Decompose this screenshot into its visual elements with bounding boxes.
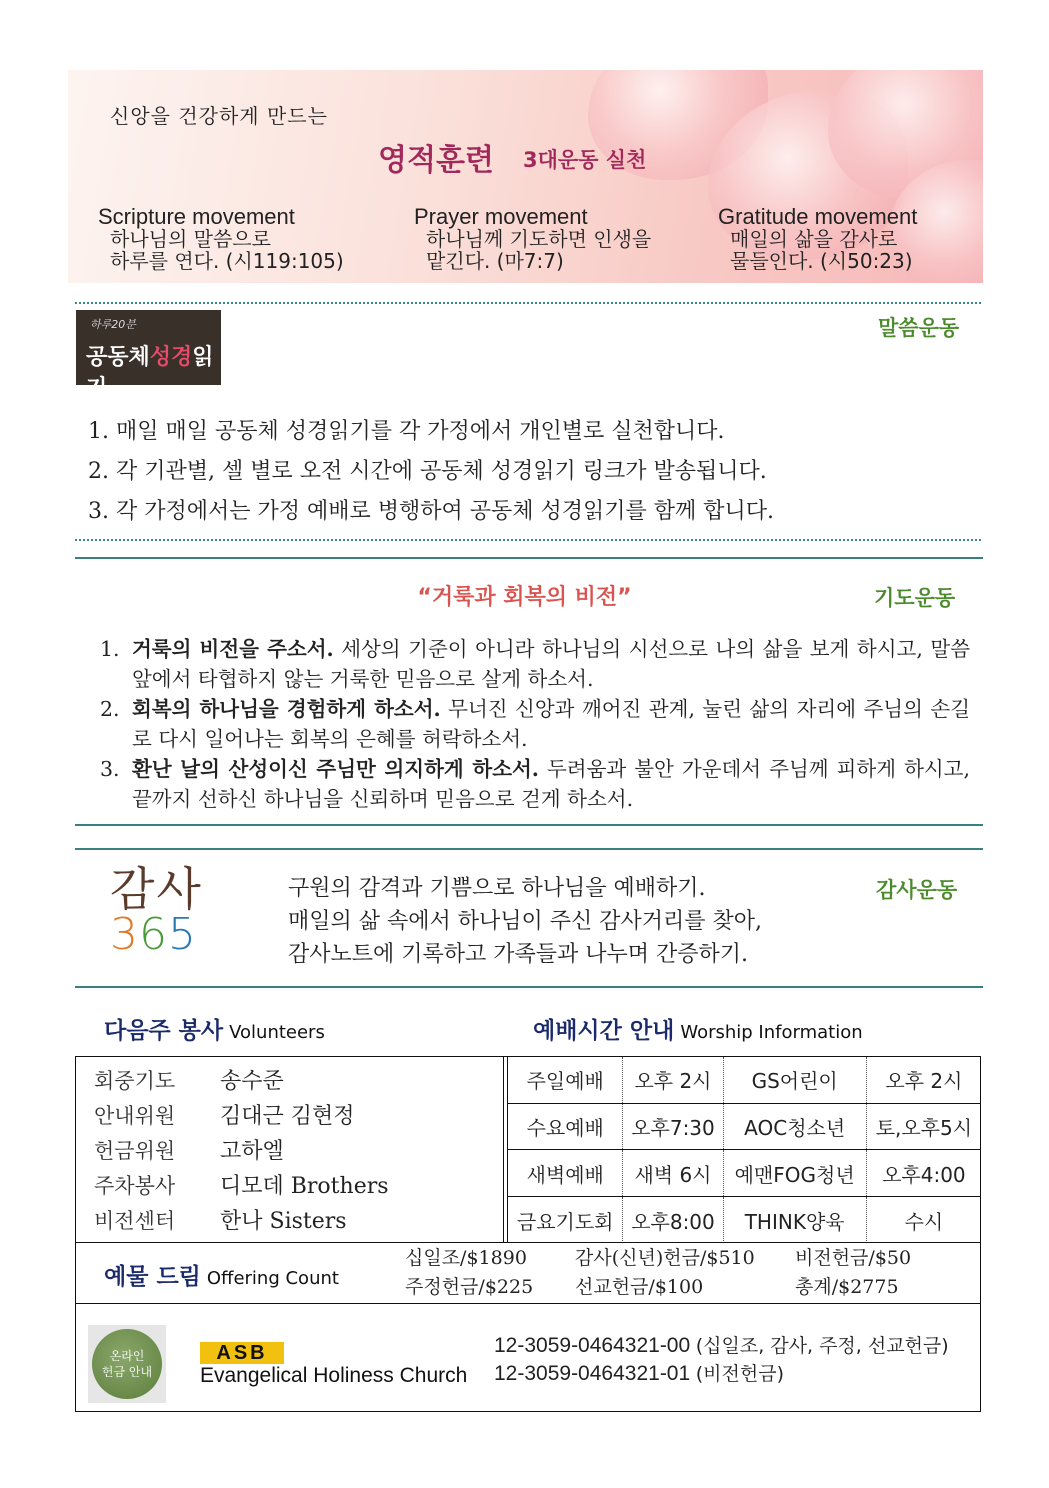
prayer-movement [414, 206, 651, 272]
worship-table [508, 1057, 981, 1243]
movement-line: 매일의 삶을 감사로 [730, 227, 898, 251]
gratitude-movement [718, 206, 917, 272]
divider [75, 557, 983, 559]
list-item: 2. 각 기관별, 셀 별로 오전 시간에 공동체 성경읽기 링크가 발송됩니다. [88, 459, 767, 484]
logo-digit: 3 [110, 909, 139, 960]
logo-digit: 6 [139, 909, 168, 960]
item-number: 1. [100, 637, 120, 661]
item-heading: 거룩의 비전을 주소서. [132, 637, 334, 661]
volunteer-row [94, 1204, 389, 1239]
offering-heading [104, 1258, 339, 1291]
volunteer-row [94, 1064, 389, 1099]
text-line: 구원의 감격과 기쁨으로 하나님을 예배하기. [288, 876, 706, 901]
table-cell: 예맨FOG청년 [723, 1150, 866, 1197]
volunteer-name: 디모데 Brothers [220, 1174, 389, 1199]
table-cell: 새벽 6시 [623, 1150, 723, 1197]
logo-text: 감사 [110, 862, 203, 916]
prayer-list [100, 634, 970, 814]
movement-line: 하루를 연다. (시119:105) [110, 249, 344, 273]
gratitude-text [288, 872, 762, 971]
account-purpose: (십일조, 감사, 주정, 선교헌금) [695, 1335, 949, 1357]
item-number: 2. [100, 697, 120, 721]
item-text: 두려움과 불안 가운데서 주님께 피하게 하시고, 끝까지 선하신 하나님을 신뢰하며 믿음으로 걷게 하소서. [132, 757, 970, 811]
online-offering-badge [88, 1325, 166, 1403]
table-cell: 오후4:00 [866, 1150, 981, 1197]
list-item [100, 634, 970, 694]
section-tag-gratitude: 감사운동 [876, 878, 958, 902]
movement-title: Gratitude movement [718, 204, 918, 229]
movement-line: 물들인다. (시50:23) [730, 249, 913, 273]
table-cell: 수시 [866, 1197, 981, 1243]
section-tag-prayer: 기도운동 [874, 586, 956, 610]
asb-bank-logo: ASB [200, 1342, 284, 1364]
volunteers-list [94, 1064, 389, 1239]
table-cell: AOC청소년 [723, 1103, 866, 1150]
list-item [100, 694, 970, 754]
offering-item: 주정헌금/$225 [405, 1276, 534, 1298]
logo-digit: 5 [168, 909, 197, 960]
list-item [100, 754, 970, 814]
item-heading: 회복의 하나님을 경험하게 하소서. [132, 697, 441, 721]
movement-title: Prayer movement [414, 204, 588, 229]
divider [75, 848, 983, 850]
church-name: Evangelical Holiness Church [200, 1364, 468, 1387]
volunteer-row [94, 1134, 389, 1169]
account-info [494, 1332, 949, 1388]
banner [68, 70, 983, 283]
divider [75, 824, 983, 826]
community-bible-reading-logo [76, 310, 221, 401]
badge-circle [92, 1329, 162, 1399]
logo-part: 공동체 [86, 345, 150, 370]
logo-part: 읽기 [86, 345, 214, 401]
account-number: 12-3059-0464321-00 [494, 1334, 691, 1357]
table-cell: 금요기도회 [516, 1209, 614, 1234]
prayer-title: “거룩과 회복의 비전” [417, 585, 632, 610]
banner-title-secondary: 3대운동 실천 [523, 148, 647, 172]
volunteer-name: 김대근 김현정 [220, 1104, 355, 1129]
movement-title: Scripture movement [98, 204, 295, 229]
volunteer-role: 비전센터 [94, 1209, 176, 1233]
list-item: 1. 매일 매일 공동체 성경읽기를 각 가정에서 개인별로 실천합니다. [88, 419, 725, 444]
scripture-list [88, 412, 774, 532]
logo-number [110, 909, 203, 960]
divider [75, 1242, 981, 1243]
account-row [494, 1360, 949, 1388]
movement-line: 하나님께 기도하면 인생을 [426, 227, 652, 251]
heading-en: Worship Information [680, 1022, 863, 1043]
volunteer-row [94, 1099, 389, 1134]
gratitude-365-logo [110, 862, 203, 960]
volunteer-role: 회중기도 [94, 1069, 176, 1093]
offering-item: 감사(신년)헌금/$510 [575, 1247, 755, 1269]
list-item: 3. 각 가정에서는 가정 예배로 병행하여 공동체 성경읽기를 함께 합니다. [88, 499, 774, 524]
offering-values [405, 1244, 533, 1302]
offering-item: 선교헌금/$100 [575, 1276, 704, 1298]
account-number: 12-3059-0464321-01 [494, 1362, 691, 1385]
item-number: 3. [100, 757, 120, 781]
badge-text: 헌금 안내 [101, 1365, 153, 1379]
volunteer-role: 주차봉사 [94, 1174, 176, 1198]
table-row [508, 1103, 981, 1150]
table-cell: THINK양육 [723, 1197, 866, 1243]
divider [75, 539, 981, 541]
offering-item: 총계/$2775 [795, 1276, 899, 1298]
account-row [494, 1332, 949, 1360]
offering-values [575, 1244, 755, 1302]
column-divider [503, 1056, 504, 1243]
text-line: 매일의 삶 속에서 하나님이 주신 감사거리를 찾아, [288, 909, 762, 934]
movement-line: 하나님의 말씀으로 [110, 227, 271, 251]
table-cell: 오후8:00 [623, 1197, 723, 1243]
worship-heading [533, 1012, 863, 1045]
section-tag-scripture: 말씀운동 [878, 316, 960, 340]
table-row [508, 1197, 981, 1243]
volunteer-name: 고하엘 [220, 1139, 284, 1164]
offering-item: 십일조/$1890 [405, 1247, 527, 1269]
logo-text [86, 340, 221, 402]
table-cell: 오후7:30 [623, 1103, 723, 1150]
item-text: 세상의 기준이 아니라 하나님의 시선으로 나의 삶을 보게 하시고, 말씀 앞에서 타협하지 않는 거룩한 믿음으로 살게 하소서. [132, 637, 970, 691]
volunteer-name: 한나 Sisters [220, 1209, 347, 1234]
table-row [508, 1057, 981, 1103]
movement-line: 맡긴다. (마7:7) [426, 249, 564, 273]
table-cell: 오후 2시 [866, 1057, 981, 1103]
account-purpose: (비전헌금) [695, 1363, 784, 1385]
volunteer-role: 헌금위원 [94, 1139, 176, 1163]
table-cell: 새벽예배 [508, 1150, 623, 1197]
heading-en: Offering Count [206, 1268, 339, 1289]
text-line: 감사노트에 기록하고 가족들과 나누며 간증하기. [288, 942, 749, 967]
divider [75, 302, 981, 304]
volunteers-heading [104, 1012, 325, 1045]
logo-part-highlight: 성경 [149, 345, 193, 370]
table-cell: 수요예배 [508, 1103, 623, 1150]
badge-text: 온라인 [109, 1349, 145, 1363]
table-cell: 주일예배 [508, 1057, 623, 1103]
heading-ko: 예배시간 안내 [533, 1018, 675, 1044]
item-heading: 환난 날의 산성이신 주님만 의지하게 하소서. [132, 757, 539, 781]
divider [75, 986, 983, 988]
volunteer-row [94, 1169, 389, 1204]
item-text: 무너진 신앙과 깨어진 관계, 눌린 삶의 자리에 주님의 손길로 다시 일어나는 회복의 은혜를 허락하소서. [132, 697, 970, 751]
banner-title: 영적훈련 [378, 143, 494, 178]
scripture-movement [98, 206, 344, 272]
volunteer-role: 안내위원 [94, 1104, 176, 1128]
banner-subtitle: 신앙을 건강하게 만드는 [110, 104, 328, 128]
heading-ko: 예물 드림 [104, 1264, 201, 1290]
table-row [508, 1150, 981, 1197]
offering-item: 비전헌금/$50 [795, 1247, 912, 1269]
offering-values [795, 1244, 911, 1302]
heading-en: Volunteers [229, 1022, 325, 1043]
logo-small-text: 하루20분 [90, 318, 136, 331]
divider [75, 1303, 981, 1304]
table-cell: GS어린이 [723, 1057, 866, 1103]
heading-ko: 다음주 봉사 [104, 1018, 224, 1044]
table-cell: 오후 2시 [623, 1057, 723, 1103]
volunteer-name: 송수준 [220, 1069, 284, 1094]
table-cell: 토,오후5시 [866, 1103, 981, 1150]
